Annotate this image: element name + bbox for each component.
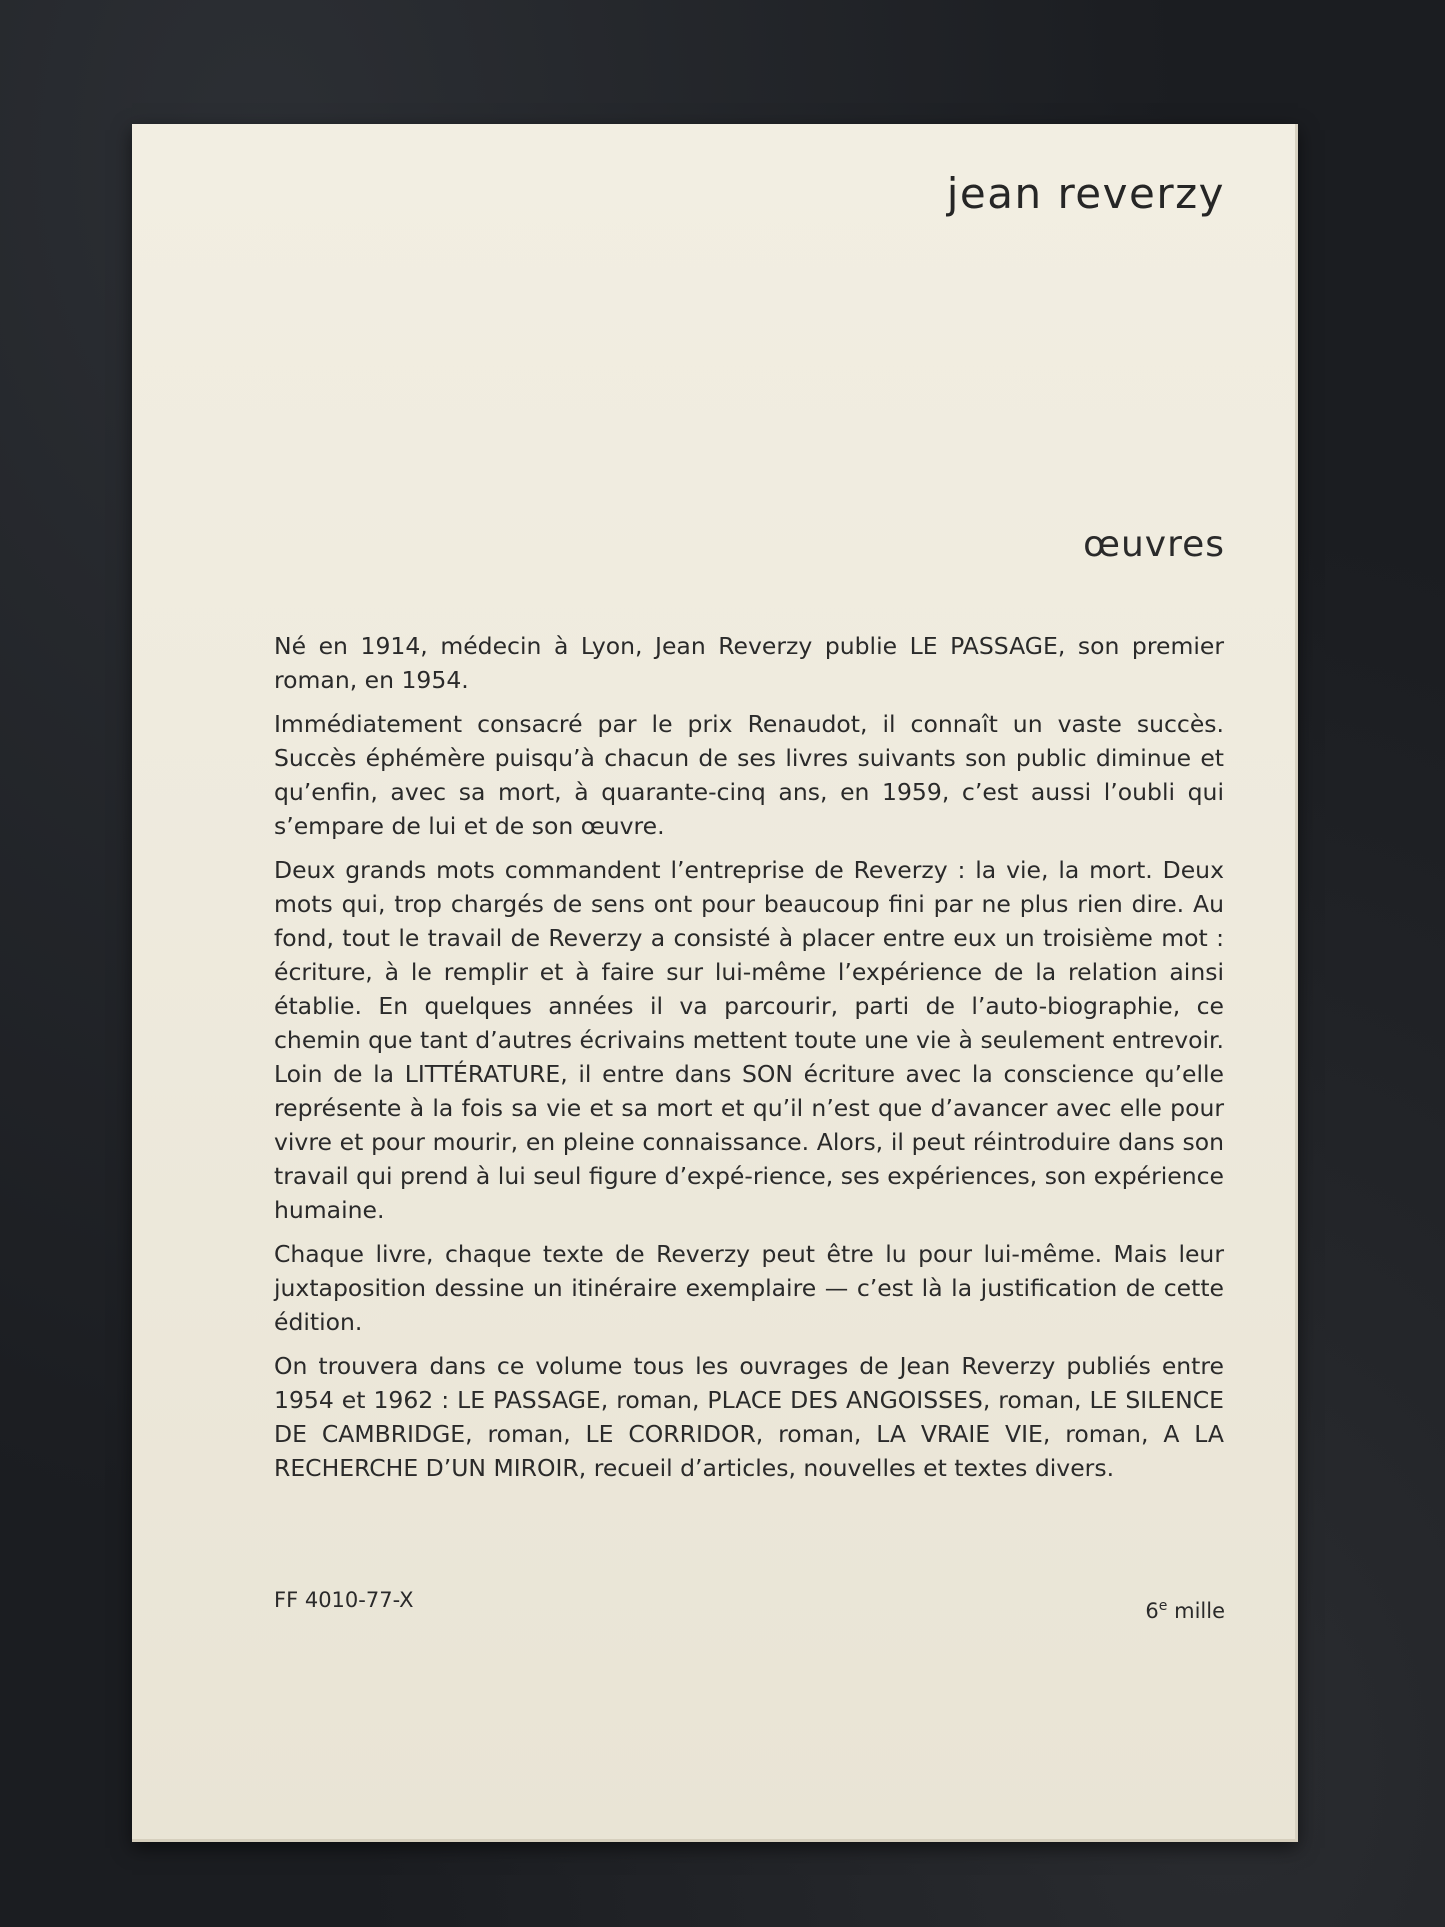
print-run — [1145, 1598, 1225, 1623]
print-run-number: 6 — [1145, 1599, 1159, 1623]
print-run-word: mille — [1174, 1599, 1225, 1623]
blurb-paragraph-5: On trouvera dans ce volume tous les ouvrages de Jean Reverzy publiés entre 1954 et 1962 : LE PASSAGE, roman, PLACE DES ANGOISSES, roman, LE SILENCE DE CAMBRIDGE, roman, LE CORRIDOR, roman, LA VRAIE VIE, roman, A LA RECHERCHE D’UN MIROIR, recueil d’articles, nouvelles et textes divers. — [274, 1352, 1224, 1482]
print-run-suffix: e — [1158, 1598, 1168, 1614]
collection-title: œuvres — [1083, 524, 1225, 565]
book-back-cover — [132, 124, 1298, 1842]
blurb-text — [274, 629, 1224, 1495]
catalog-number: FF 4010-77-X — [274, 1588, 414, 1612]
blurb-paragraph-4: Chaque livre, chaque texte de Reverzy peut être lu pour lui-même. Mais leur juxtaposition dessine un itinéraire exemplaire — c’est là la justification de cette édition. — [274, 1240, 1224, 1336]
blurb-paragraph-3: Deux grands mots commandent l’entreprise de Reverzy : la vie, la mort. Deux mots qui, trop chargés de sens ont pour beaucoup fini par ne plus rien dire. Au fond, tout le travail de Reverzy a consisté à placer entre eux un troisième mot : écriture, à le remplir et à faire sur lui-même l’expérience de la relation ainsi établie. En quelques années il va parcourir, parti de l’auto-biographie, ce chemin que tant d’autres écrivains mettent toute une vie à seulement entrevoir. Loin de la LITTÉRATURE, il entre dans SON écriture avec la conscience qu’elle représente à la fois sa vie et sa mort et qu’il n’est que d’avancer avec elle pour vivre et pour mourir, en pleine connaissance. Alors, il peut réintroduire dans son travail qui prend à lui seul figure d’expé-rience, ses expériences, son expérience humaine. — [274, 856, 1224, 1224]
blurb-paragraph-2: Immédiatement consacré par le prix Renaudot, il connaît un vaste succès. Succès éphémère puisqu’à chacun de ses livres suivants son public diminue et qu’enfin, avec sa mort, à quarante-cinq ans, en 1959, c’est aussi l’oubli qui s’empare de lui et de son œuvre. — [274, 710, 1224, 840]
author-name: jean reverzy — [946, 169, 1225, 218]
blurb-paragraph-1: Né en 1914, médecin à Lyon, Jean Reverzy publie LE PASSAGE, son premier roman, en 1954. — [274, 632, 1224, 694]
